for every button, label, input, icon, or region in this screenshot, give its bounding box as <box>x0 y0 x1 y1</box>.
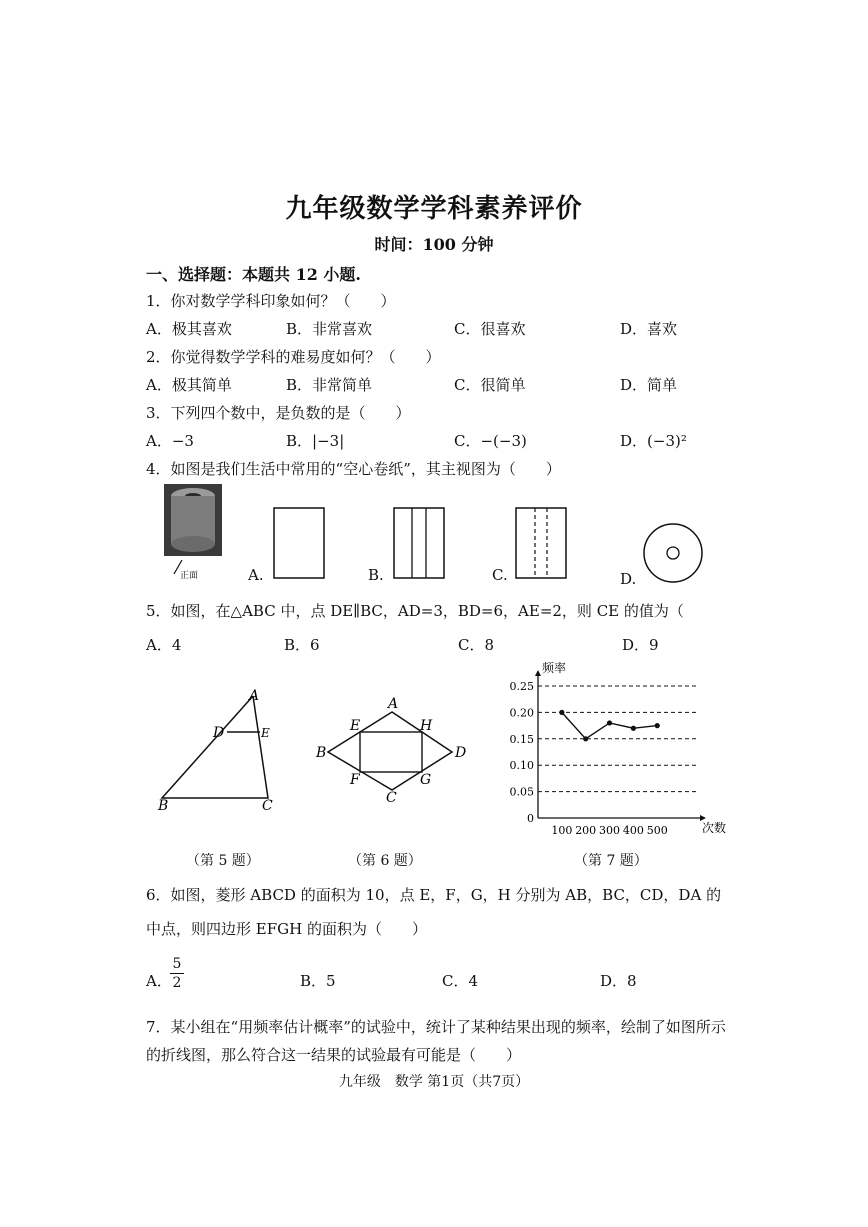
label-g: G <box>420 772 432 788</box>
label-c: C <box>386 790 397 806</box>
question-2-stem: 2．你觉得数学学科的难易度如何？（ ） <box>146 348 441 366</box>
q4-figure-a <box>272 506 328 582</box>
question-7-stem-line-1: 7．某小组在“用频率估计概率”的试验中，统计了某种结果出现的频率，绘制了如图所示 <box>146 1018 726 1036</box>
q1-option-b: B．非常喜欢 <box>286 320 373 338</box>
q4-figure-b <box>392 506 448 582</box>
y-tick-label: 0.15 <box>509 732 534 746</box>
q6-option-b: B．5 <box>300 972 336 990</box>
x-tick-label: 100 <box>551 824 573 837</box>
data-point <box>631 726 636 731</box>
q6-option-a: A． <box>146 972 172 990</box>
q6-option-d: D．8 <box>600 972 637 990</box>
q6-option-a-fraction <box>170 956 184 991</box>
question-6-stem-line-2: 中点，则四边形 EFGH 的面积为（ ） <box>146 920 427 938</box>
q5-option-b: B．6 <box>284 636 320 654</box>
q4-option-d: D. <box>620 570 637 588</box>
label-c: C <box>262 798 273 814</box>
q4-figure-c <box>514 506 570 582</box>
x-tick-label: 200 <box>575 824 597 837</box>
toilet-roll-photo <box>160 482 230 582</box>
q2-option-b: B．非常简单 <box>286 376 373 394</box>
q1-option-c: C．很喜欢 <box>454 320 526 338</box>
question-6-stem-line-1: 6．如图，菱形 ABCD 的面积为 10，点 E，F，G，H 分别为 AB，BC，CD，DA 的 <box>146 886 722 904</box>
y-axis-arrow <box>535 670 541 676</box>
x-tick-label: 300 <box>599 824 621 837</box>
q4-option-c: C. <box>492 566 508 584</box>
q3-option-c: C．−(−3) <box>454 432 527 450</box>
page-title: 九年级数学学科素养评价 <box>285 194 583 224</box>
q2-option-c: C．很简单 <box>454 376 526 394</box>
figure-7-caption: （第 7 题） <box>574 853 648 869</box>
data-point <box>583 736 588 741</box>
label-b: B <box>158 798 169 814</box>
q5-option-c: C．8 <box>458 636 495 654</box>
front-label: 正面 <box>180 571 199 581</box>
q3-option-d: D．(−3)² <box>620 432 687 450</box>
figure-a-rectangle <box>274 508 324 578</box>
question-5-stem: 5．如图，在△ABC 中，点 DE∥BC，AD=3，BD=6，AE=2，则 CE 的值为（ <box>146 602 684 620</box>
x-axis-label: 次数 <box>702 821 727 835</box>
label-a: A <box>388 696 399 712</box>
y-axis-label: 频率 <box>542 661 567 675</box>
roll-bottom <box>171 536 215 552</box>
figure-c-rectangle <box>516 508 566 578</box>
q1-option-d: D．喜欢 <box>620 320 678 338</box>
figure-7-frequency-chart <box>500 660 727 840</box>
question-7-stem-line-2: 的折线图，那么符合这一结果的试验最有可能是（ ） <box>146 1046 522 1064</box>
data-point <box>655 723 660 728</box>
q1-option-a: A．极其喜欢 <box>146 320 232 338</box>
q5-option-a: A．4 <box>146 636 182 654</box>
q4-option-a: A. <box>248 566 264 584</box>
q5-option-d: D．9 <box>622 636 659 654</box>
figure-5-caption: （第 5 题） <box>186 853 260 869</box>
rhombus-abcd <box>328 712 452 790</box>
triangle-abc <box>162 696 268 798</box>
figure-6-caption: （第 6 题） <box>348 853 422 869</box>
label-h: H <box>420 718 433 734</box>
q4-option-b: B. <box>368 566 384 584</box>
q3-option-b: B．|−3| <box>286 432 345 450</box>
figure-d-inner-circle <box>667 547 679 559</box>
data-point <box>559 710 564 715</box>
exam-duration: 时间：100 分钟 <box>374 235 494 254</box>
x-tick-label: 500 <box>646 824 668 837</box>
q3-option-a: A．−3 <box>146 432 194 450</box>
label-a: A <box>249 688 260 704</box>
frequency-series-line <box>562 712 657 738</box>
label-d: D <box>213 725 225 741</box>
y-tick-label: 0 <box>527 812 534 825</box>
question-1-stem: 1．你对数学学科印象如何？（ ） <box>146 292 396 310</box>
data-point <box>607 720 612 725</box>
y-tick-label: 0.05 <box>509 785 534 799</box>
y-tick-label: 0.10 <box>509 759 534 773</box>
section-title: 一、选择题：本题共 12 小题. <box>146 265 361 284</box>
label-b: B <box>316 745 327 761</box>
q6-option-c: C．4 <box>442 972 479 990</box>
figure-5-triangle <box>150 686 290 814</box>
label-e: E <box>350 718 361 734</box>
q2-option-a: A．极其简单 <box>146 376 232 394</box>
fraction-numerator: 5 <box>172 956 182 972</box>
figure-6-rhombus <box>312 696 472 806</box>
label-f: F <box>350 772 360 788</box>
y-tick-label: 0.25 <box>509 680 534 693</box>
x-tick-label: 400 <box>622 824 644 837</box>
figure-d-outer-circle <box>644 524 702 582</box>
y-tick-label: 0.20 <box>509 706 534 720</box>
quadrilateral-efgh <box>360 732 422 772</box>
q2-option-d: D．简单 <box>620 376 678 394</box>
label-e: E <box>261 726 270 740</box>
fraction-denominator: 2 <box>172 975 182 991</box>
question-4-stem: 4．如图是我们生活中常用的“空心卷纸”，其主视图为（ ） <box>146 460 561 478</box>
page-footer: 九年级 数学 第1页（共7页） <box>338 1074 530 1090</box>
fraction-bar <box>170 973 184 974</box>
question-3-stem: 3．下列四个数中，是负数的是（ ） <box>146 404 411 422</box>
label-d: D <box>455 745 467 761</box>
q4-figure-d <box>642 520 708 586</box>
figure-b-rectangle <box>394 508 444 578</box>
